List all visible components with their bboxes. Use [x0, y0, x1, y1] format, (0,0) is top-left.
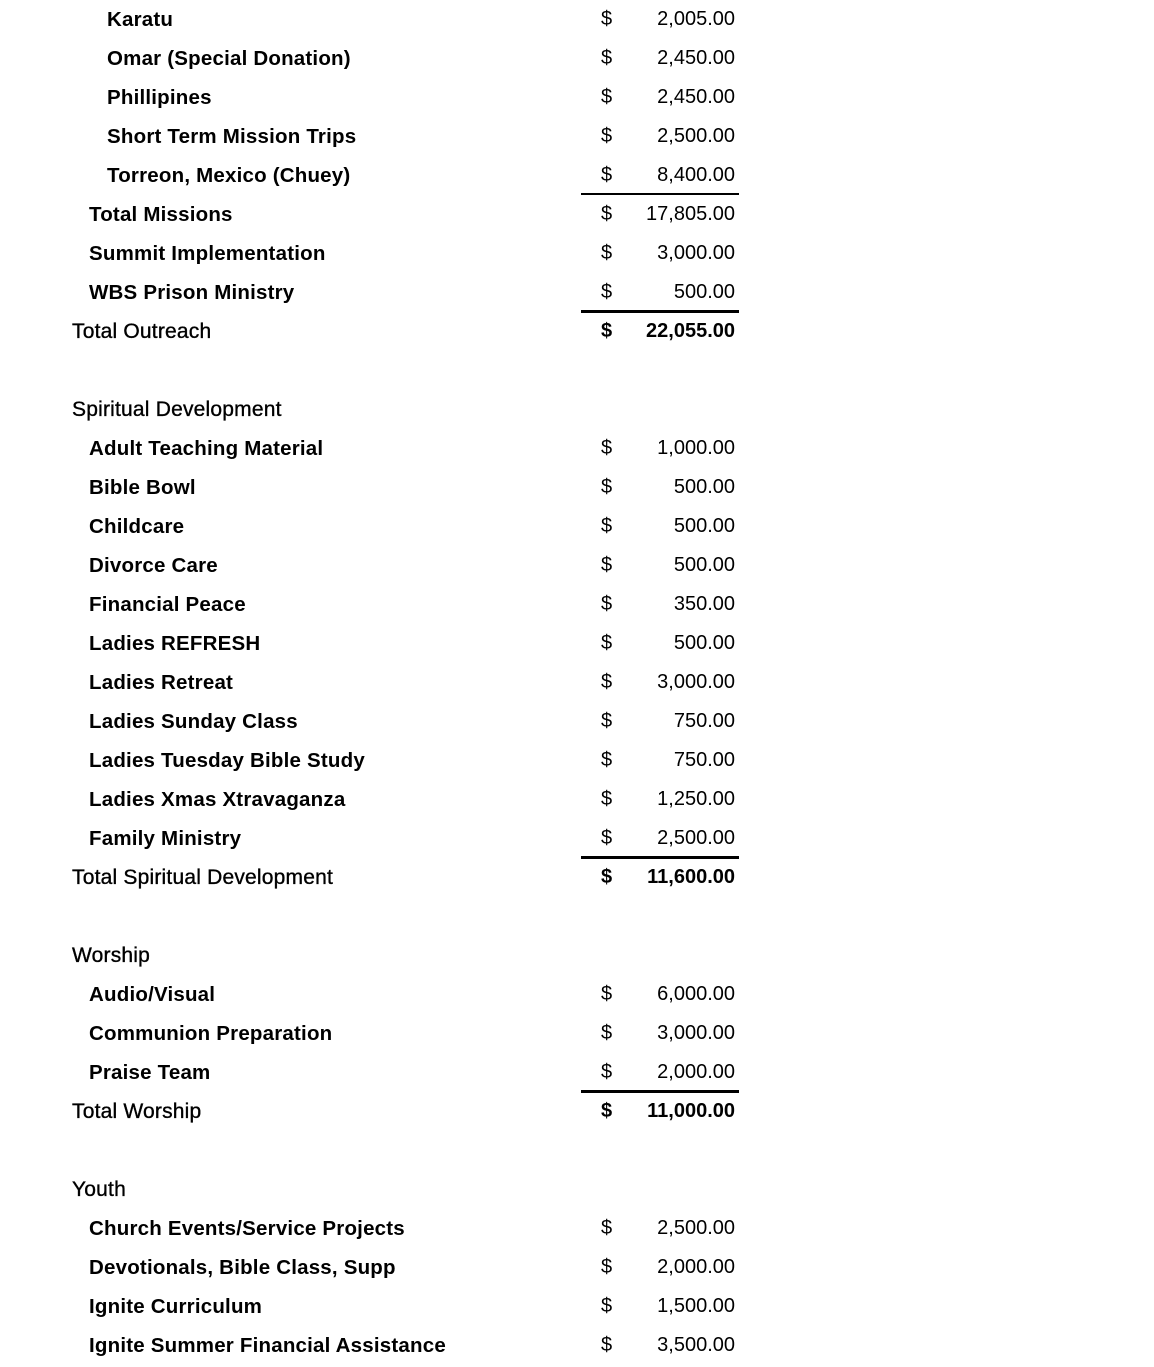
line-item-label: Omar (Special Donation): [107, 47, 351, 70]
amount-value: 11,600.00: [647, 866, 735, 888]
amount-value: 3,500.00: [657, 1334, 735, 1356]
line-item-label: Ignite Curriculum: [89, 1295, 263, 1318]
line-item-label: Church Events/Service Projects: [89, 1217, 405, 1240]
total-row: [0, 858, 1154, 897]
line-item-label: Devotionals, Bible Class, Supp: [89, 1256, 396, 1279]
line-item-label: Torreon, Mexico (Chuey): [107, 164, 351, 187]
line-item-row: [0, 1326, 1154, 1365]
amount-value: 2,000.00: [657, 1061, 735, 1083]
amount-value: 1,500.00: [657, 1295, 735, 1317]
line-item-row: [0, 78, 1154, 117]
line-item-row: [0, 702, 1154, 741]
section-header: [0, 390, 1154, 429]
line-item-label: Bible Bowl: [89, 476, 196, 499]
line-item-label: Karatu: [107, 8, 174, 31]
amount-value: 500.00: [673, 281, 735, 303]
currency-symbol: $: [601, 515, 613, 537]
amount-value: 2,500.00: [657, 1217, 735, 1239]
currency-symbol: $: [601, 866, 613, 888]
line-item-label: Ignite Summer Financial Assistance: [89, 1334, 446, 1357]
line-item-label: Childcare: [89, 515, 185, 538]
currency-symbol: $: [601, 710, 613, 732]
amount-value: 17,805.00: [646, 203, 735, 225]
line-item-row: [0, 507, 1154, 546]
line-item-label: Total Missions: [89, 203, 233, 226]
amount-value: 2,005.00: [657, 8, 735, 30]
amount-value: 500.00: [673, 632, 735, 654]
amount-value: 2,450.00: [657, 47, 735, 69]
line-item-row: [0, 39, 1154, 78]
currency-symbol: $: [601, 1022, 613, 1044]
line-item-row: [0, 585, 1154, 624]
section-title: Youth: [72, 1178, 126, 1201]
line-item-row: [0, 429, 1154, 468]
line-item-label: Ladies Tuesday Bible Study: [89, 749, 365, 772]
line-item-label: Adult Teaching Material: [89, 437, 324, 460]
amount-value: 3,000.00: [657, 242, 735, 264]
line-item-row: [0, 117, 1154, 156]
line-item-row: [0, 468, 1154, 507]
currency-symbol: $: [601, 1334, 613, 1356]
line-item-row: [0, 1053, 1154, 1092]
currency-symbol: $: [601, 86, 613, 108]
section-header: [0, 1170, 1154, 1209]
line-item-row: [0, 1248, 1154, 1287]
line-item-label: Ladies REFRESH: [89, 632, 261, 655]
line-item-label: Financial Peace: [89, 593, 246, 616]
line-item-label: Ladies Xmas Xtravaganza: [89, 788, 346, 811]
amount-value: 500.00: [673, 515, 735, 537]
line-item-row: [0, 0, 1154, 39]
currency-symbol: $: [601, 8, 613, 30]
total-row: [0, 1092, 1154, 1131]
currency-symbol: $: [601, 554, 613, 576]
line-item-label: Total Worship: [72, 1100, 202, 1123]
line-item-row: [0, 546, 1154, 585]
line-item-label: Family Ministry: [89, 827, 242, 850]
currency-symbol: $: [601, 983, 613, 1005]
currency-symbol: $: [601, 788, 613, 810]
line-item-row: [0, 1287, 1154, 1326]
amount-value: 11,000.00: [647, 1100, 735, 1122]
amount-value: 2,500.00: [657, 125, 735, 147]
currency-symbol: $: [601, 632, 613, 654]
line-item-row: [0, 624, 1154, 663]
amount-value: 350.00: [673, 593, 735, 615]
currency-symbol: $: [601, 671, 613, 693]
currency-symbol: $: [601, 281, 613, 303]
line-item-row: [0, 273, 1154, 312]
amount-value: 750.00: [673, 749, 735, 771]
amount-value: 3,000.00: [657, 1022, 735, 1044]
amount-value: 8,400.00: [657, 164, 735, 186]
currency-symbol: $: [601, 749, 613, 771]
amount-value: 2,000.00: [657, 1256, 735, 1278]
line-item-row: [0, 975, 1154, 1014]
line-item-label: WBS Prison Ministry: [89, 281, 295, 304]
line-item-label: Total Spiritual Development: [72, 866, 334, 889]
line-item-row: [0, 741, 1154, 780]
currency-symbol: $: [601, 1295, 613, 1317]
line-item-label: Ladies Retreat: [89, 671, 234, 694]
currency-symbol: $: [601, 1100, 613, 1122]
section-header: [0, 936, 1154, 975]
amount-value: 2,450.00: [657, 86, 735, 108]
amount-value: 500.00: [673, 476, 735, 498]
currency-symbol: $: [601, 437, 613, 459]
currency-symbol: $: [601, 47, 613, 69]
line-item-row: [0, 156, 1154, 195]
line-item-label: Ladies Sunday Class: [89, 710, 298, 733]
line-item-row: [0, 663, 1154, 702]
currency-symbol: $: [601, 125, 613, 147]
total-row: [0, 312, 1154, 351]
amount-value: 2,500.00: [657, 827, 735, 849]
amount-value: 3,000.00: [657, 671, 735, 693]
line-item-label: Audio/Visual: [89, 983, 216, 1006]
line-item-label: Communion Preparation: [89, 1022, 333, 1045]
currency-symbol: $: [601, 1256, 613, 1278]
line-item-label: Summit Implementation: [89, 242, 326, 265]
subtotal-row: [0, 195, 1154, 234]
amount-value: 1,000.00: [657, 437, 735, 459]
line-item-label: Short Term Mission Trips: [107, 125, 357, 148]
currency-symbol: $: [601, 1061, 613, 1083]
currency-symbol: $: [601, 476, 613, 498]
currency-symbol: $: [601, 203, 613, 225]
line-item-row: [0, 1209, 1154, 1248]
line-item-row: [0, 1014, 1154, 1053]
line-item-row: [0, 819, 1154, 858]
amount-value: 750.00: [673, 710, 735, 732]
currency-symbol: $: [601, 242, 613, 264]
line-item-label: Phillipines: [107, 86, 212, 109]
amount-value: 500.00: [673, 554, 735, 576]
line-item-row: [0, 780, 1154, 819]
line-item-row: [0, 234, 1154, 273]
currency-symbol: $: [601, 320, 613, 342]
line-item-label: Praise Team: [89, 1061, 211, 1084]
currency-symbol: $: [601, 593, 613, 615]
line-item-label: Total Outreach: [72, 320, 212, 343]
amount-value: 22,055.00: [646, 320, 735, 342]
currency-symbol: $: [601, 1217, 613, 1239]
currency-symbol: $: [601, 164, 613, 186]
section-title: Worship: [72, 944, 151, 967]
currency-symbol: $: [601, 827, 613, 849]
section-title: Spiritual Development: [72, 398, 282, 421]
amount-value: 1,250.00: [657, 788, 735, 810]
amount-value: 6,000.00: [657, 983, 735, 1005]
line-item-label: Divorce Care: [89, 554, 218, 577]
